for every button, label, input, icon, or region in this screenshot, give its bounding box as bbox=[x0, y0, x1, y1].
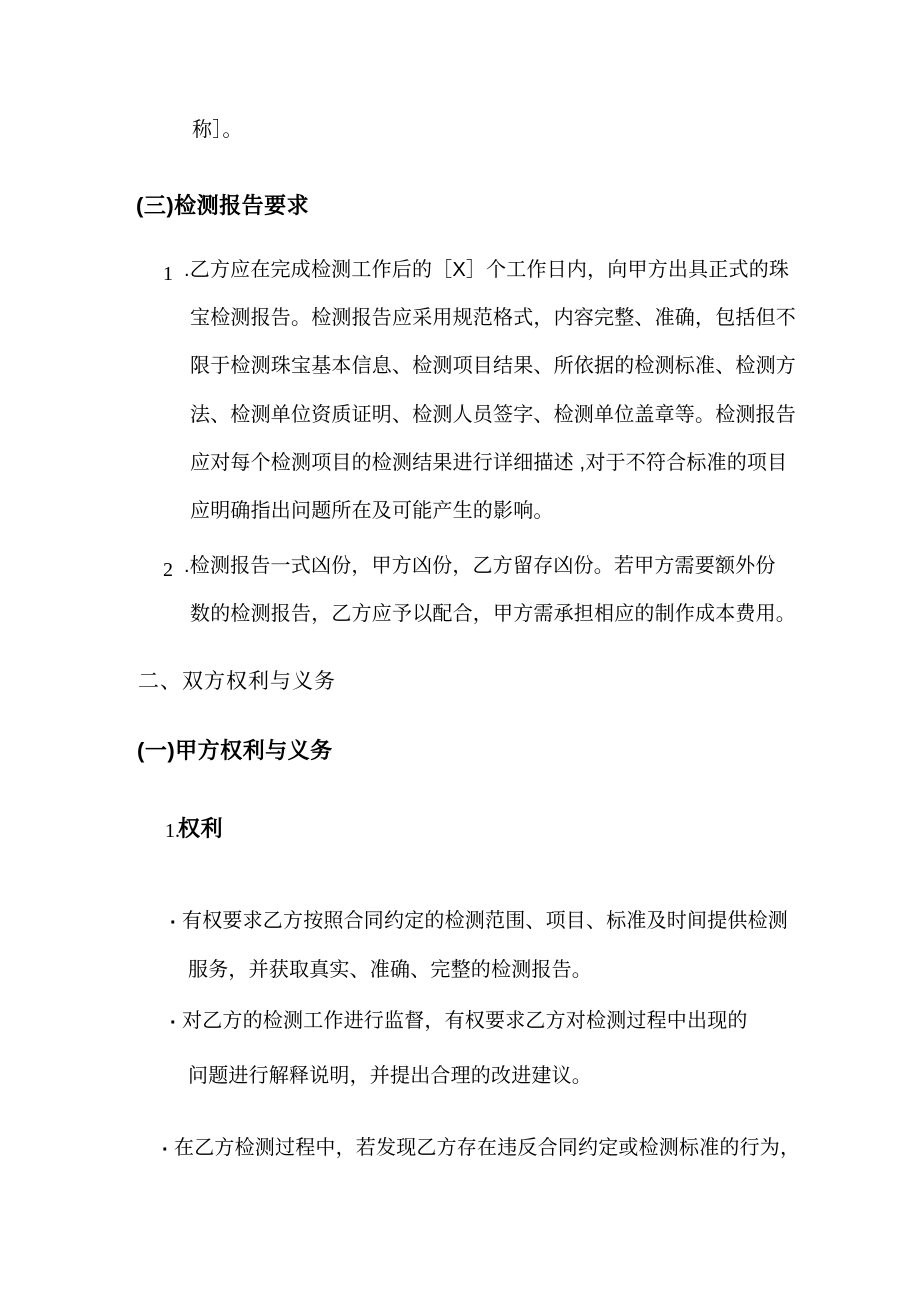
bullet-icon: · bbox=[162, 1139, 169, 1161]
bullet-icon: · bbox=[170, 912, 177, 934]
list-item-line: 应明确指出问题所在及可能产生的影响。 bbox=[190, 500, 554, 522]
section-heading-party-a-rights: (一)甲方权利与义务 bbox=[137, 738, 333, 763]
list-item-line: .乙方应在完成检测工作后的［X］个工作日内，向甲方出具正式的珠 bbox=[184, 259, 790, 281]
chapter-heading-rights-obligations: 二、双方权利与义务 bbox=[138, 670, 336, 693]
carryover-line: 称］。 bbox=[192, 119, 243, 141]
bullet-line: 有权要求乙方按照合同约定的检测范围、项目、标准及时间提供检测 bbox=[182, 910, 788, 932]
bullet-line: 对乙方的检测工作进行监督，有权要求乙方对检测过程中出现的 bbox=[182, 1010, 748, 1032]
list-item-line: 数的检测报告，乙方应予以配合，甲方需承担相应的制作成本费用。 bbox=[190, 603, 796, 625]
list-item-line: 应对每个检测项目的检测结果进行详细描述 ,对于不符合标准的项目 bbox=[190, 452, 788, 474]
list-item-line: 法、检测单位资质证明、检测人员签字、检测单位盖章等。检测报告 bbox=[190, 404, 796, 426]
list-item-line: 宝检测报告。检测报告应采用规范格式，内容完整、准确，包括但不 bbox=[190, 307, 796, 329]
section-heading-report-requirements: (三)检测报告要求 bbox=[136, 193, 310, 218]
bullet-line: 服务，并获取真实、准确、完整的检测报告。 bbox=[188, 959, 592, 981]
list-item-number: 1 bbox=[163, 263, 173, 285]
bullet-line: 在乙方检测过程中，若发现乙方存在违反合同约定或检测标准的行为， bbox=[174, 1137, 801, 1159]
list-item-line: 限于检测珠宝基本信息、检测项目结果、所依据的检测标准、检测方 bbox=[190, 355, 796, 377]
subheading-rights: 权利 bbox=[178, 816, 224, 841]
bullet-icon: · bbox=[170, 1012, 177, 1034]
subheading-number: 1. bbox=[165, 820, 180, 842]
list-item-line: .检测报告一式凶份，甲方凶份，乙方留存凶份。若甲方需要额外份 bbox=[184, 555, 776, 577]
bullet-line: 问题进行解释说明，并提出合理的改进建议。 bbox=[188, 1065, 592, 1087]
list-item-number: 2 bbox=[163, 559, 173, 581]
